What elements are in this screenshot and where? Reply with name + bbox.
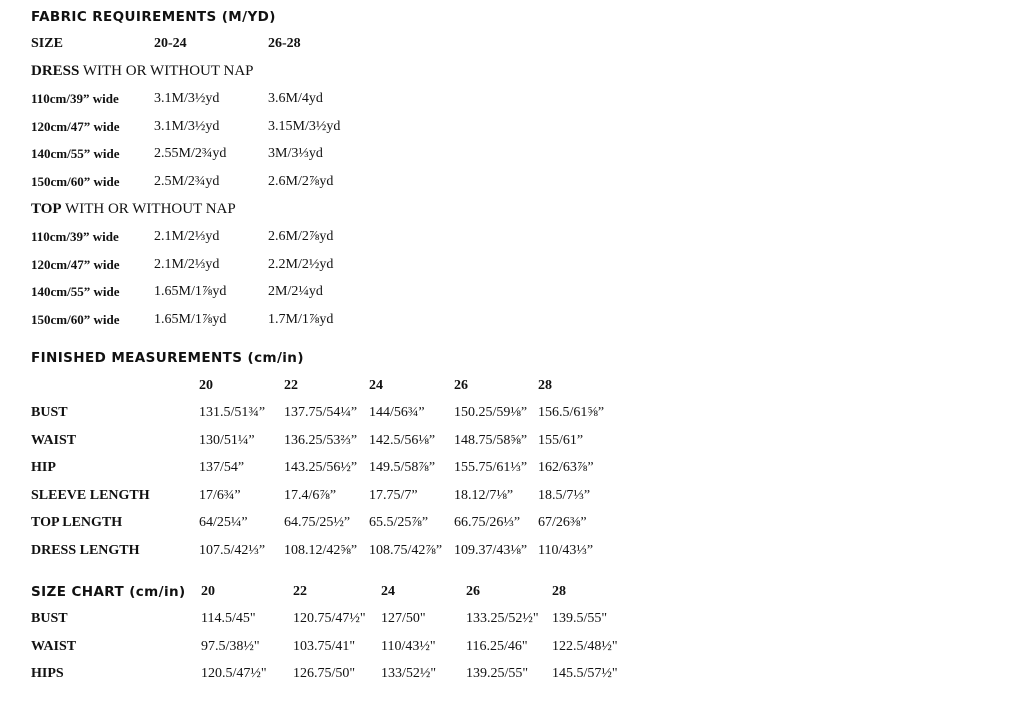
- measurement-value: 18.12/7⅛”: [454, 487, 514, 503]
- fabric-amount: 2.1M/2⅓yd: [154, 256, 220, 272]
- size-heading: 26: [466, 584, 480, 599]
- measurement-value: 162/63⅞”: [538, 460, 594, 475]
- size-heading: 26-28: [268, 36, 301, 51]
- size-heading: 20-24: [154, 36, 187, 51]
- fabric-requirements-title: FABRIC REQUIREMENTS (M/YD): [31, 9, 276, 25]
- body-measure-value: 120.5/47½": [201, 666, 267, 681]
- fabric-amount: 2.6M/2⅞yd: [268, 229, 334, 244]
- group-suffix: WITH OR WITHOUT NAP: [79, 63, 254, 79]
- body-measure-value: 120.75/47½": [293, 611, 366, 626]
- measurement-value: 65.5/25⅞”: [369, 515, 429, 530]
- measurement-value: 131.5/51¾”: [199, 405, 266, 420]
- body-measure-value: 122.5/48½": [552, 638, 618, 654]
- size-heading: 28: [538, 378, 552, 393]
- body-measure-label: HIPS: [31, 666, 64, 681]
- measurement-value: 108.75/42⅞”: [369, 542, 443, 558]
- measurement-value: 109.37/43⅛”: [454, 542, 528, 558]
- measurement-label: TOP LENGTH: [31, 515, 123, 530]
- measurement-value: 17/6¾”: [199, 487, 241, 503]
- body-measure-value: 116.25/46": [466, 638, 528, 654]
- body-measure-value: 127/50": [381, 611, 426, 626]
- fabric-amount: 2.5M/2¾yd: [154, 173, 220, 189]
- body-measure-label: BUST: [31, 611, 68, 626]
- fabric-width-label: 120cm/47” wide: [31, 118, 120, 134]
- size-heading: 20: [199, 378, 213, 393]
- measurement-label: HIP: [31, 460, 56, 475]
- measurement-value: 156.5/61⅝”: [538, 405, 605, 420]
- measurement-label: BUST: [31, 405, 68, 420]
- measurement-value: 137/54”: [199, 460, 245, 475]
- measurement-value: 130/51¼”: [199, 432, 255, 448]
- fabric-group-heading: [31, 201, 236, 218]
- measurement-value: 137.75/54¼”: [284, 405, 358, 420]
- measurement-value: 150.25/59⅛”: [454, 405, 528, 420]
- size-heading: 22: [284, 378, 298, 393]
- body-measure-value: 133.25/52½": [466, 611, 539, 626]
- fabric-width-label: 140cm/55” wide: [31, 146, 120, 161]
- body-measure-value: 139.5/55": [552, 611, 608, 626]
- group-suffix: WITH OR WITHOUT NAP: [61, 201, 236, 217]
- measurement-label: WAIST: [31, 432, 77, 448]
- fabric-width-label: 110cm/39” wide: [31, 91, 119, 106]
- size-heading: 24: [369, 378, 383, 393]
- measurement-value: 18.5/7⅓”: [538, 487, 591, 503]
- measurement-value: 64/25¼”: [199, 515, 248, 530]
- measurement-value: 17.75/7”: [369, 487, 418, 503]
- measurement-value: 144/56¾”: [369, 405, 425, 420]
- fabric-amount: 2.6M/2⅞yd: [268, 173, 334, 189]
- body-measure-value: 126.75/50": [293, 666, 356, 681]
- measurement-value: 149.5/58⅞”: [369, 460, 436, 475]
- body-measure-value: 139.25/55": [466, 666, 529, 681]
- size-label: SIZE: [31, 36, 63, 51]
- group-name: DRESS: [31, 63, 80, 79]
- measurement-value: 155.75/61⅓”: [454, 460, 528, 475]
- body-measure-value: 97.5/38½": [201, 638, 260, 654]
- fabric-width-label: 150cm/60” wide: [31, 173, 120, 189]
- finished-measurements-title: FINISHED MEASUREMENTS (cm/in): [31, 350, 304, 366]
- fabric-amount: 2.1M/2⅓yd: [154, 229, 220, 244]
- measurement-value: 67/26⅜”: [538, 515, 587, 530]
- measurement-value: 107.5/42⅓”: [199, 542, 266, 558]
- fabric-group-heading: [31, 63, 254, 80]
- measurement-value: 110/43⅓”: [538, 542, 594, 558]
- body-measure-label: WAIST: [31, 638, 77, 654]
- body-measure-value: 145.5/57½": [552, 666, 618, 681]
- size-heading: 20: [201, 584, 215, 599]
- measurement-value: 108.12/42⅝”: [284, 542, 358, 558]
- fabric-amount: 3.15M/3½yd: [268, 118, 341, 134]
- measurement-label: DRESS LENGTH: [31, 542, 140, 558]
- fabric-amount: 1.65M/1⅞yd: [154, 311, 227, 327]
- size-heading: 24: [381, 584, 395, 599]
- body-measure-value: 133/52½": [381, 666, 437, 681]
- measurement-value: 142.5/56⅛”: [369, 432, 436, 448]
- fabric-amount: 2.2M/2½yd: [268, 256, 334, 272]
- size-chart-title: SIZE CHART (cm/in): [31, 584, 186, 600]
- measurement-value: 143.25/56½”: [284, 460, 358, 475]
- size-heading: 28: [552, 584, 566, 599]
- measurement-label: SLEEVE LENGTH: [31, 487, 150, 503]
- fabric-width-label: 150cm/60” wide: [31, 311, 120, 327]
- fabric-amount: 1.65M/1⅞yd: [154, 284, 227, 299]
- body-measure-value: 114.5/45": [201, 611, 256, 626]
- fabric-width-label: 120cm/47” wide: [31, 256, 120, 272]
- fabric-amount: 3M/3⅓yd: [268, 146, 323, 161]
- fabric-width-label: 140cm/55” wide: [31, 284, 120, 299]
- fabric-amount: 1.7M/1⅞yd: [268, 311, 334, 327]
- measurement-value: 148.75/58⅝”: [454, 432, 528, 448]
- fabric-amount: 2.55M/2¾yd: [154, 146, 227, 161]
- fabric-amount: 3.6M/4yd: [268, 91, 323, 106]
- fabric-width-label: 110cm/39” wide: [31, 229, 119, 244]
- body-measure-value: 103.75/41": [293, 638, 356, 654]
- measurement-value: 155/61”: [538, 432, 584, 448]
- body-measure-value: 110/43½": [381, 638, 436, 654]
- measurement-value: 64.75/25½”: [284, 515, 351, 530]
- measurement-value: 17.4/6⅞”: [284, 487, 337, 503]
- size-heading: 22: [293, 584, 307, 599]
- measurement-value: 136.25/53⅔”: [284, 432, 358, 448]
- fabric-amount: 3.1M/3½yd: [154, 91, 220, 106]
- fabric-amount: 3.1M/3½yd: [154, 118, 220, 134]
- group-name: TOP: [31, 201, 62, 217]
- fabric-amount: 2M/2¼yd: [268, 284, 323, 299]
- measurement-value: 66.75/26⅓”: [454, 515, 521, 530]
- size-heading: 26: [454, 378, 468, 393]
